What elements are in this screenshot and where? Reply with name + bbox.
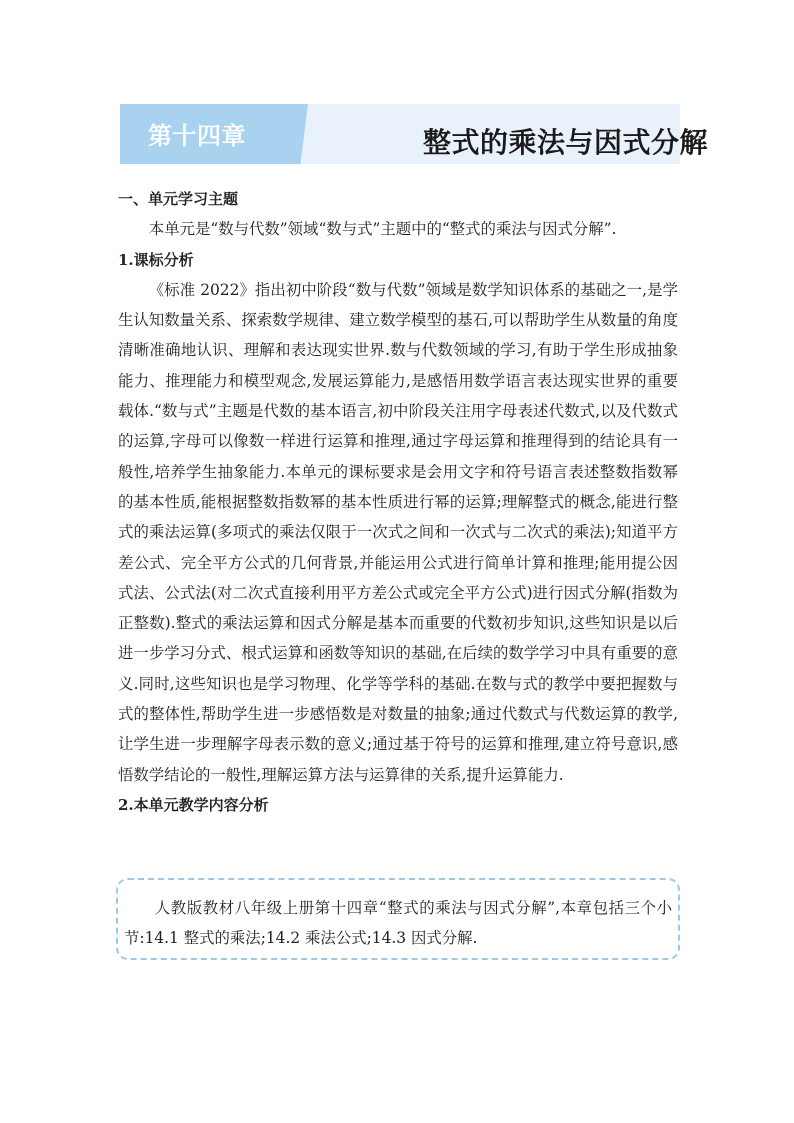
chapter-number: 第十四章 [148, 122, 246, 150]
unit-theme-paragraph: 本单元是“数与代数”领域“数与式”主题中的“整式的乘法与因式分解”. [148, 220, 617, 239]
section-heading-unit-theme: 一、单元学习主题 [118, 190, 239, 208]
chapter-title: 整式的乘法与因式分解 [422, 126, 708, 159]
document-body [118, 184, 678, 820]
section-heading-curriculum-analysis: 1.课标分析 [118, 250, 194, 269]
section-heading-content-analysis: 2.本单元教学内容分析 [118, 795, 269, 814]
curriculum-analysis-paragraph: 《标准 2022》指出初中阶段“数与代数”领域是数学知识体系的基础之一,是学生认知数量关系、探索数学规律、建立数学模型的基石,可以帮助学生从数量的角度清晰准确地认识、理解和表达现实世界.数与代数领域的学习,有助于学生形成抽象能力、推理能力和模型观念,发展运算能力,是感悟用数学语言表达现实世界的重要载体.“数与式”主题是代数的基本语言,初中阶段关注用字母表述代数式,以及代数式的运算,字母可以像数一样进行运算和推理,通过字母运算和推理得到的结论具有一般性,培养学生抽象能力.本单元的课标要求是会用文字和符号语言表述整数指数幂的基本性质,能根据整数指数幂的基本性质进行幂的运算;理解整式的概念,能进行整式的乘法运算(多项式的乘法仅限于一次式之间和一次式与二次式的乘法);知道平方差公式、完全平方公式的几何背景,并能运用公式进行简单计算和推理;能用提公因式法、公式法(对二次式直接利用平方差公式或完全平方公式)进行因式分解(指数为正整数).整式的乘法运算和因式分解是基本而重要的代数初步知识,这些知识是以后进一步学习分式、根式运算和函数等知识的基础,在后续的数学学习中具有重要的意义.同时,这些知识也是学习物理、化学等学科的基础.在数与式的教学中要把握数与式的整体性,帮助学生进一步感悟数是对数量的抽象;通过代数式与代数运算的教学,让学生进一步理解字母表示数的意义;通过基于符号的运算和推理,建立符号意识,感悟数学结论的一般性,理解运算方法与运算律的关系,提升运算能力. [118, 280, 678, 784]
content-analysis-paragraph: 人教版教材八年级上册第十四章“整式的乘法与因式分解”,本章包括三个小节:14.1 整式的乘法;14.2 乘法公式;14.3 因式分解. [124, 899, 672, 947]
content-analysis-box [116, 878, 680, 960]
